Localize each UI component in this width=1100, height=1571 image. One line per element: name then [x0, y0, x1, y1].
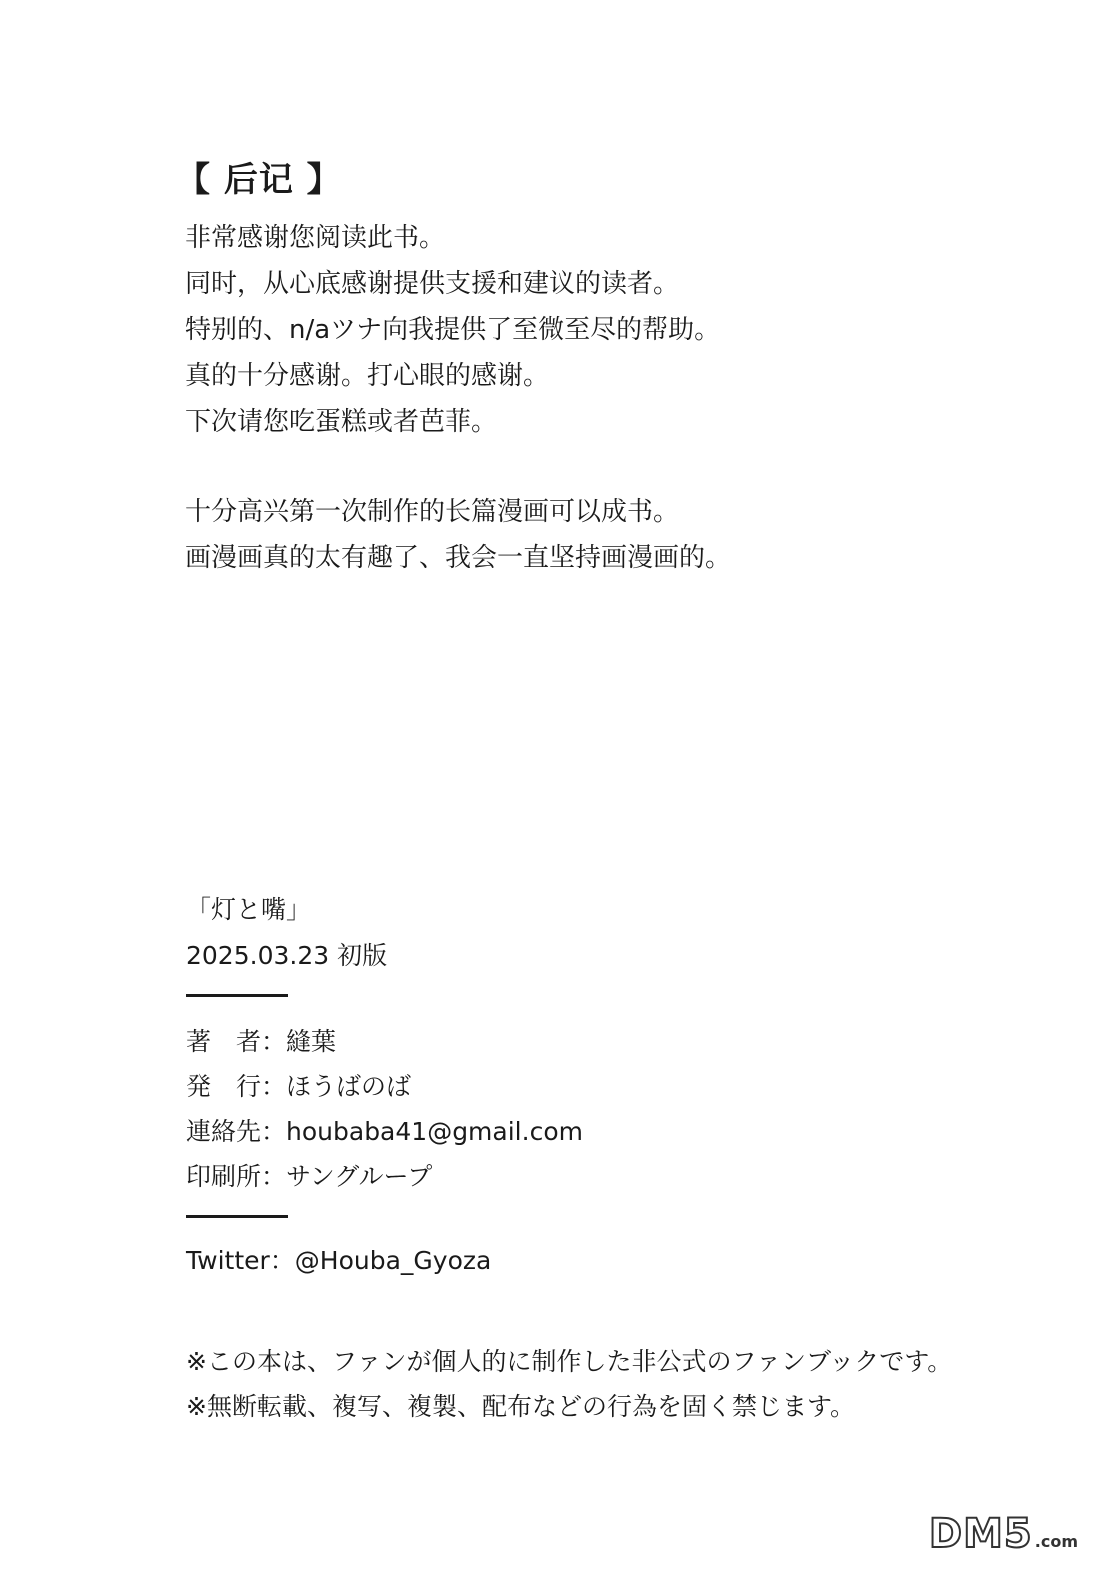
- afterword-line: 画漫画真的太有趣了、我会一直坚持画漫画的。: [185, 543, 732, 573]
- credit-value: ほうばのば: [286, 1072, 412, 1101]
- afterword-line: 十分高兴第一次制作的长篇漫画可以成书。: [185, 497, 680, 527]
- edition: 2025.03.23 初版: [186, 941, 388, 970]
- credit-contact: [186, 1109, 583, 1154]
- colophon: [186, 886, 583, 1283]
- afterword-line: 特别的、n/aツナ向我提供了至微至尽的帮助。: [185, 315, 721, 345]
- legal-note: ※無断転載、複写、複製、配布などの行為を固く禁じます。: [186, 1392, 855, 1421]
- credit-value: houbaba41@gmail.com: [286, 1117, 583, 1146]
- legal-notes: [186, 1339, 952, 1429]
- divider: [186, 994, 288, 997]
- credit-value: 縫葉: [286, 1027, 337, 1056]
- credit-label: 連絡先：: [186, 1117, 287, 1146]
- watermark-brand: DM5: [928, 1511, 1033, 1557]
- legal-note: ※この本は、ファンが個人的に制作した非公式のファンブックです。: [186, 1347, 953, 1376]
- credit-label: 発 行：: [186, 1072, 287, 1101]
- book-title: 「灯と嘴」: [186, 895, 312, 924]
- site-watermark: [929, 1511, 1078, 1557]
- twitter-handle: Twitter：@Houba_Gyoza: [186, 1246, 492, 1275]
- watermark-suffix: .com: [1034, 1532, 1078, 1551]
- afterword-line: 非常感谢您阅读此书。: [185, 223, 446, 253]
- credit-label: 著 者：: [186, 1027, 287, 1056]
- credit-label: 印刷所：: [186, 1162, 287, 1191]
- credit-printer: [186, 1154, 583, 1199]
- afterword-line: 同时，从心底感谢提供支援和建议的读者。: [185, 269, 680, 299]
- afterword-title: 【 后记 】: [176, 160, 342, 200]
- credit-author: [186, 1019, 583, 1064]
- afterword-body: [185, 215, 731, 581]
- credit-publisher: [186, 1064, 583, 1109]
- paragraph-gap: [185, 445, 731, 489]
- credit-value: サングループ: [286, 1162, 433, 1191]
- divider: [186, 1215, 288, 1218]
- afterword-line: 真的十分感谢。打心眼的感谢。: [185, 361, 550, 391]
- afterword-line: 下次请您吃蛋糕或者芭菲。: [185, 407, 498, 437]
